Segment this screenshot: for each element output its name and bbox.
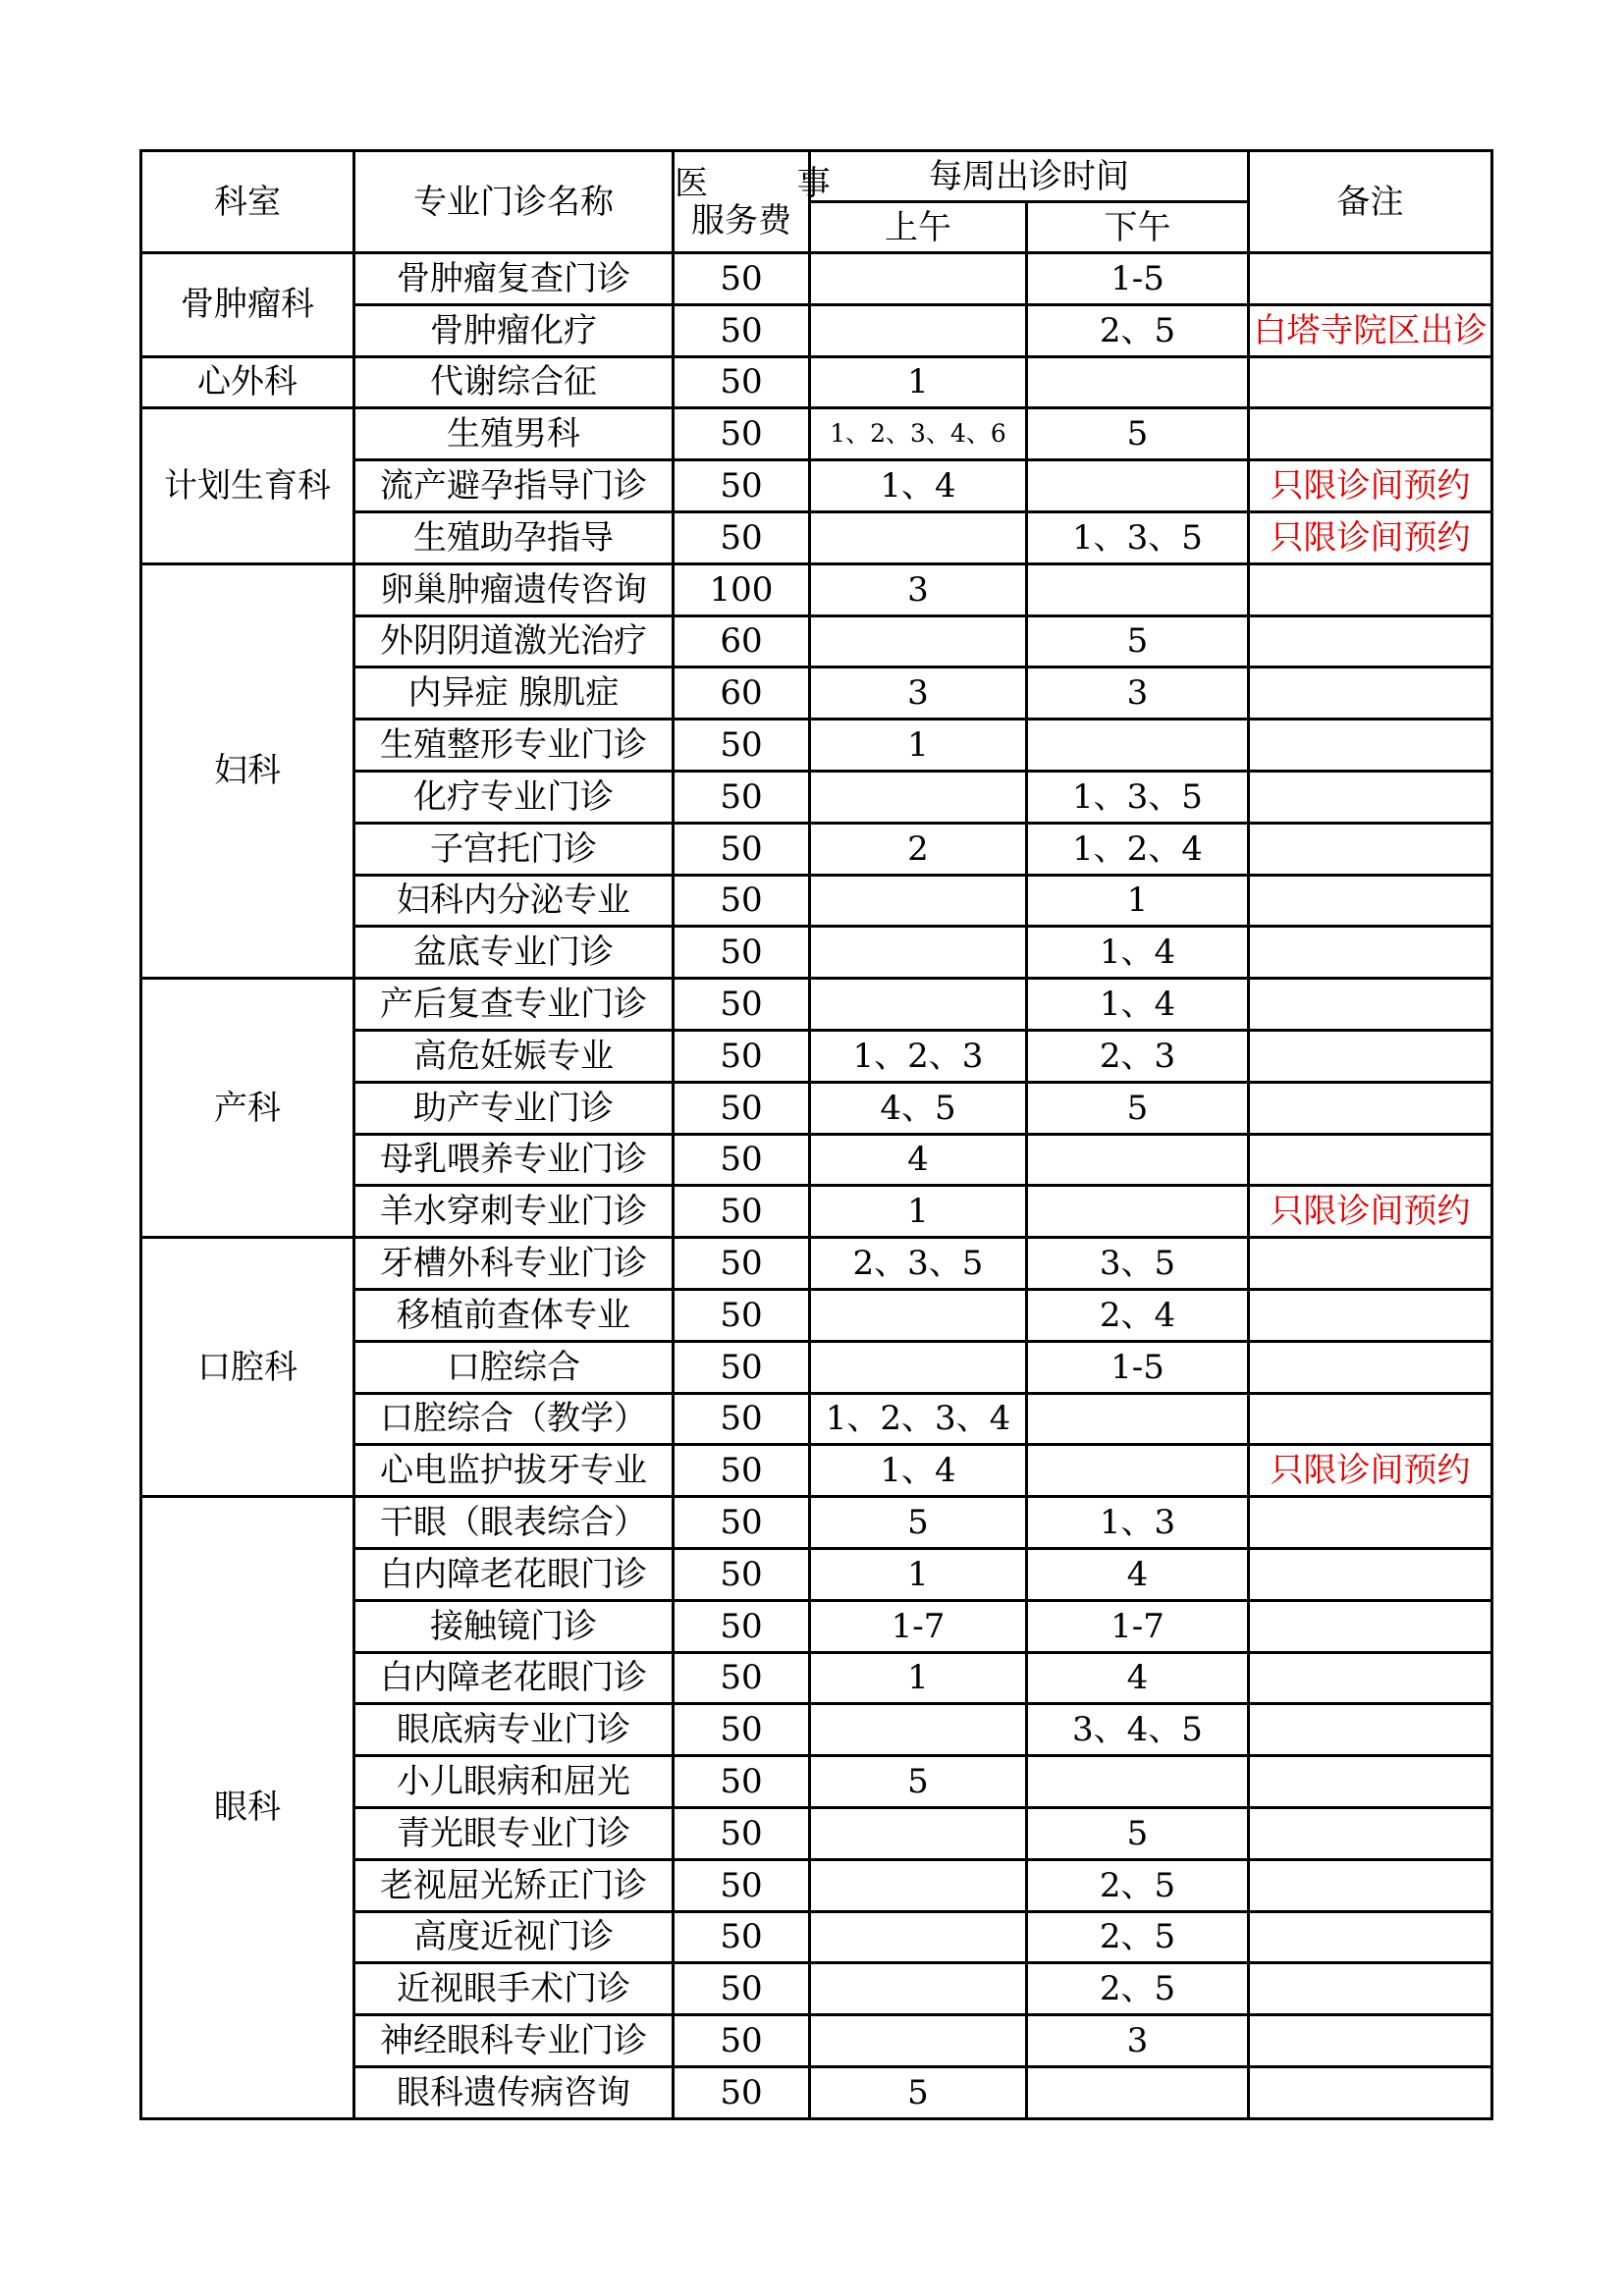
am-time-cell — [810, 875, 1027, 927]
am-time-cell — [810, 253, 1027, 305]
am-time-cell: 5 — [810, 1497, 1027, 1549]
pm-time-cell — [1027, 1134, 1249, 1186]
remark-cell — [1249, 1393, 1492, 1445]
remark-cell — [1249, 1341, 1492, 1393]
department-cell: 口腔科 — [141, 1238, 354, 1497]
remark-cell — [1249, 1859, 1492, 1911]
service-fee-cell: 50 — [674, 1756, 810, 1808]
am-time-cell: 2、3、5 — [810, 1238, 1027, 1290]
service-fee-cell: 50 — [674, 2066, 810, 2118]
remark-cell: 只限诊间预约 — [1249, 1186, 1492, 1238]
department-cell: 心外科 — [141, 356, 354, 408]
clinic-name-cell: 近视眼手术门诊 — [354, 1963, 674, 2015]
pm-time-cell: 2、5 — [1027, 1963, 1249, 2015]
am-time-cell: 4、5 — [810, 1082, 1027, 1134]
remark-cell: 白塔寺院区出诊 — [1249, 304, 1492, 356]
service-fee-cell: 50 — [674, 1082, 810, 1134]
header-fee-line2: 服务费 — [691, 200, 791, 240]
remark-cell — [1249, 667, 1492, 720]
am-time-cell: 5 — [810, 2066, 1027, 2118]
clinic-name-cell: 助产专业门诊 — [354, 1082, 674, 1134]
am-time-cell: 2 — [810, 823, 1027, 875]
service-fee-cell: 50 — [674, 979, 810, 1031]
header-remark: 备注 — [1249, 151, 1492, 253]
table-row — [141, 408, 1492, 460]
pm-time-cell: 5 — [1027, 1082, 1249, 1134]
clinic-name-cell: 牙槽外科专业门诊 — [354, 1238, 674, 1290]
department-cell: 产科 — [141, 979, 354, 1238]
clinic-name-cell: 骨肿瘤复查门诊 — [354, 253, 674, 305]
pm-time-cell: 2、3 — [1027, 1030, 1249, 1082]
header-weekly-time: 每周出诊时间 — [810, 151, 1249, 202]
service-fee-cell: 50 — [674, 1704, 810, 1756]
pm-time-cell: 1、4 — [1027, 927, 1249, 979]
department-cell: 骨肿瘤科 — [141, 253, 354, 357]
service-fee-cell: 50 — [674, 304, 810, 356]
clinic-name-cell: 化疗专业门诊 — [354, 771, 674, 823]
remark-cell — [1249, 1082, 1492, 1134]
department-cell: 计划生育科 — [141, 408, 354, 563]
pm-time-cell: 4 — [1027, 1548, 1249, 1600]
clinic-name-cell: 外阴阴道激光治疗 — [354, 615, 674, 667]
clinic-name-cell: 心电监护拔牙专业 — [354, 1445, 674, 1497]
pm-time-cell — [1027, 720, 1249, 772]
am-time-cell: 1、2、3 — [810, 1030, 1027, 1082]
clinic-name-cell: 骨肿瘤化疗 — [354, 304, 674, 356]
pm-time-cell: 5 — [1027, 615, 1249, 667]
pm-time-cell: 3、5 — [1027, 1238, 1249, 1290]
pm-time-cell — [1027, 563, 1249, 615]
remark-cell — [1249, 1134, 1492, 1186]
clinic-name-cell: 高危妊娠专业 — [354, 1030, 674, 1082]
am-time-cell — [810, 1341, 1027, 1393]
header-row-1 — [141, 151, 1492, 202]
service-fee-cell: 50 — [674, 875, 810, 927]
table-row — [141, 356, 1492, 408]
remark-cell — [1249, 408, 1492, 460]
pm-time-cell — [1027, 356, 1249, 408]
am-time-cell: 1 — [810, 1186, 1027, 1238]
table-row — [141, 1238, 1492, 1290]
am-time-cell — [810, 1963, 1027, 2015]
service-fee-cell: 50 — [674, 356, 810, 408]
service-fee-cell: 50 — [674, 408, 810, 460]
clinic-name-cell: 高度近视门诊 — [354, 1911, 674, 1963]
clinic-name-cell: 产后复查专业门诊 — [354, 979, 674, 1031]
am-time-cell — [810, 927, 1027, 979]
clinic-name-cell: 白内障老花眼门诊 — [354, 1652, 674, 1704]
remark-cell: 只限诊间预约 — [1249, 460, 1492, 512]
service-fee-cell: 50 — [674, 720, 810, 772]
remark-cell — [1249, 563, 1492, 615]
header-clinic-name: 专业门诊名称 — [354, 151, 674, 253]
am-time-cell: 1 — [810, 720, 1027, 772]
header-fee-line1: 医 事 — [675, 163, 870, 203]
table-row — [141, 979, 1492, 1031]
pm-time-cell: 2、4 — [1027, 1289, 1249, 1341]
am-time-cell — [810, 771, 1027, 823]
pm-time-cell: 1 — [1027, 875, 1249, 927]
remark-cell — [1249, 1548, 1492, 1600]
am-time-cell: 3 — [810, 667, 1027, 720]
service-fee-cell: 50 — [674, 1238, 810, 1290]
clinic-name-cell: 小儿眼病和屈光 — [354, 1756, 674, 1808]
clinic-schedule-table — [139, 149, 1493, 2120]
table-body — [141, 151, 1492, 2119]
clinic-name-cell: 生殖整形专业门诊 — [354, 720, 674, 772]
service-fee-cell: 50 — [674, 771, 810, 823]
department-cell: 妇科 — [141, 563, 354, 978]
service-fee-cell: 50 — [674, 511, 810, 563]
pm-time-cell: 2、5 — [1027, 304, 1249, 356]
remark-cell — [1249, 875, 1492, 927]
service-fee-cell: 50 — [674, 927, 810, 979]
pm-time-cell: 4 — [1027, 1652, 1249, 1704]
pm-time-cell: 1、3 — [1027, 1497, 1249, 1549]
am-time-cell: 5 — [810, 1756, 1027, 1808]
pm-time-cell: 1、2、4 — [1027, 823, 1249, 875]
remark-cell — [1249, 1497, 1492, 1549]
remark-cell — [1249, 1030, 1492, 1082]
service-fee-cell: 50 — [674, 1859, 810, 1911]
service-fee-cell: 50 — [674, 253, 810, 305]
am-time-cell: 1-7 — [810, 1600, 1027, 1652]
clinic-name-cell: 羊水穿刺专业门诊 — [354, 1186, 674, 1238]
clinic-name-cell: 神经眼科专业门诊 — [354, 2015, 674, 2067]
remark-cell — [1249, 1807, 1492, 1859]
pm-time-cell: 1-7 — [1027, 1600, 1249, 1652]
header-dept: 科室 — [141, 151, 354, 253]
clinic-name-cell: 盆底专业门诊 — [354, 927, 674, 979]
table-row — [141, 563, 1492, 615]
clinic-name-cell: 口腔综合（教学） — [354, 1393, 674, 1445]
remark-cell — [1249, 979, 1492, 1031]
am-time-cell: 1、2、3、4、6 — [810, 408, 1027, 460]
am-time-cell — [810, 304, 1027, 356]
remark-cell — [1249, 1289, 1492, 1341]
am-time-cell: 4 — [810, 1134, 1027, 1186]
clinic-name-cell: 内异症 腺肌症 — [354, 667, 674, 720]
clinic-name-cell: 生殖男科 — [354, 408, 674, 460]
am-time-cell — [810, 1289, 1027, 1341]
clinic-name-cell: 移植前查体专业 — [354, 1289, 674, 1341]
am-time-cell: 1 — [810, 1548, 1027, 1600]
service-fee-cell: 50 — [674, 1289, 810, 1341]
am-time-cell: 1、2、3、4 — [810, 1393, 1027, 1445]
am-time-cell — [810, 1859, 1027, 1911]
service-fee-cell: 60 — [674, 615, 810, 667]
pm-time-cell: 3、4、5 — [1027, 1704, 1249, 1756]
header-service-fee — [674, 151, 870, 253]
remark-cell — [1249, 1704, 1492, 1756]
pm-time-cell: 2、5 — [1027, 1859, 1249, 1911]
remark-cell — [1249, 720, 1492, 772]
remark-cell — [1249, 1238, 1492, 1290]
pm-time-cell: 1、3、5 — [1027, 511, 1249, 563]
service-fee-cell: 100 — [674, 563, 810, 615]
remark-cell — [1249, 771, 1492, 823]
clinic-name-cell: 接触镜门诊 — [354, 1600, 674, 1652]
header-am: 上午 — [810, 202, 1027, 253]
service-fee-cell: 50 — [674, 1807, 810, 1859]
service-fee-cell: 50 — [674, 1911, 810, 1963]
department-cell: 眼科 — [141, 1497, 354, 2119]
am-time-cell: 1、4 — [810, 460, 1027, 512]
pm-time-cell: 5 — [1027, 408, 1249, 460]
remark-cell — [1249, 1963, 1492, 2015]
service-fee-cell: 50 — [674, 1134, 810, 1186]
remark-cell — [1249, 2015, 1492, 2067]
am-time-cell: 3 — [810, 563, 1027, 615]
clinic-name-cell: 干眼（眼表综合） — [354, 1497, 674, 1549]
service-fee-cell: 50 — [674, 1341, 810, 1393]
am-time-cell — [810, 1807, 1027, 1859]
clinic-name-cell: 青光眼专业门诊 — [354, 1807, 674, 1859]
service-fee-cell: 50 — [674, 1393, 810, 1445]
pm-time-cell: 1-5 — [1027, 253, 1249, 305]
remark-cell: 只限诊间预约 — [1249, 511, 1492, 563]
pm-time-cell — [1027, 1756, 1249, 1808]
pm-time-cell — [1027, 1393, 1249, 1445]
service-fee-cell: 50 — [674, 1497, 810, 1549]
remark-cell — [1249, 1600, 1492, 1652]
am-time-cell: 1、4 — [810, 1445, 1027, 1497]
pm-time-cell: 1、3、5 — [1027, 771, 1249, 823]
am-time-cell — [810, 511, 1027, 563]
remark-cell — [1249, 253, 1492, 305]
service-fee-cell: 50 — [674, 823, 810, 875]
clinic-name-cell: 眼底病专业门诊 — [354, 1704, 674, 1756]
clinic-name-cell: 眼科遗传病咨询 — [354, 2066, 674, 2118]
clinic-name-cell: 白内障老花眼门诊 — [354, 1548, 674, 1600]
pm-time-cell: 5 — [1027, 1807, 1249, 1859]
service-fee-cell: 60 — [674, 667, 810, 720]
pm-time-cell: 3 — [1027, 667, 1249, 720]
service-fee-cell: 50 — [674, 1600, 810, 1652]
service-fee-cell: 50 — [674, 1030, 810, 1082]
am-time-cell — [810, 1704, 1027, 1756]
table-row — [141, 1497, 1492, 1549]
clinic-name-cell: 生殖助孕指导 — [354, 511, 674, 563]
remark-cell — [1249, 615, 1492, 667]
am-time-cell — [810, 1911, 1027, 1963]
table-row — [141, 253, 1492, 305]
pm-time-cell — [1027, 1445, 1249, 1497]
remark-cell: 只限诊间预约 — [1249, 1445, 1492, 1497]
clinic-name-cell: 流产避孕指导门诊 — [354, 460, 674, 512]
clinic-name-cell: 妇科内分泌专业 — [354, 875, 674, 927]
service-fee-cell: 50 — [674, 1963, 810, 2015]
service-fee-cell: 50 — [674, 1548, 810, 1600]
header-pm: 下午 — [1027, 202, 1249, 253]
am-time-cell — [810, 979, 1027, 1031]
clinic-name-cell: 母乳喂养专业门诊 — [354, 1134, 674, 1186]
remark-cell — [1249, 1911, 1492, 1963]
clinic-name-cell: 口腔综合 — [354, 1341, 674, 1393]
remark-cell — [1249, 2066, 1492, 2118]
service-fee-cell: 50 — [674, 2015, 810, 2067]
remark-cell — [1249, 927, 1492, 979]
remark-cell — [1249, 1756, 1492, 1808]
pm-time-cell — [1027, 1186, 1249, 1238]
pm-time-cell: 1-5 — [1027, 1341, 1249, 1393]
pm-time-cell: 3 — [1027, 2015, 1249, 2067]
am-time-cell — [810, 615, 1027, 667]
remark-cell — [1249, 823, 1492, 875]
clinic-name-cell: 老视屈光矫正门诊 — [354, 1859, 674, 1911]
am-time-cell — [810, 2015, 1027, 2067]
service-fee-cell: 50 — [674, 1445, 810, 1497]
clinic-name-cell: 代谢综合征 — [354, 356, 674, 408]
clinic-name-cell: 子宫托门诊 — [354, 823, 674, 875]
clinic-name-cell: 卵巢肿瘤遗传咨询 — [354, 563, 674, 615]
pm-time-cell — [1027, 460, 1249, 512]
service-fee-cell: 50 — [674, 460, 810, 512]
pm-time-cell: 2、5 — [1027, 1911, 1249, 1963]
remark-cell — [1249, 356, 1492, 408]
am-time-cell: 1 — [810, 1652, 1027, 1704]
service-fee-cell: 50 — [674, 1652, 810, 1704]
service-fee-cell: 50 — [674, 1186, 810, 1238]
pm-time-cell — [1027, 2066, 1249, 2118]
am-time-cell: 1 — [810, 356, 1027, 408]
pm-time-cell: 1、4 — [1027, 979, 1249, 1031]
remark-cell — [1249, 1652, 1492, 1704]
